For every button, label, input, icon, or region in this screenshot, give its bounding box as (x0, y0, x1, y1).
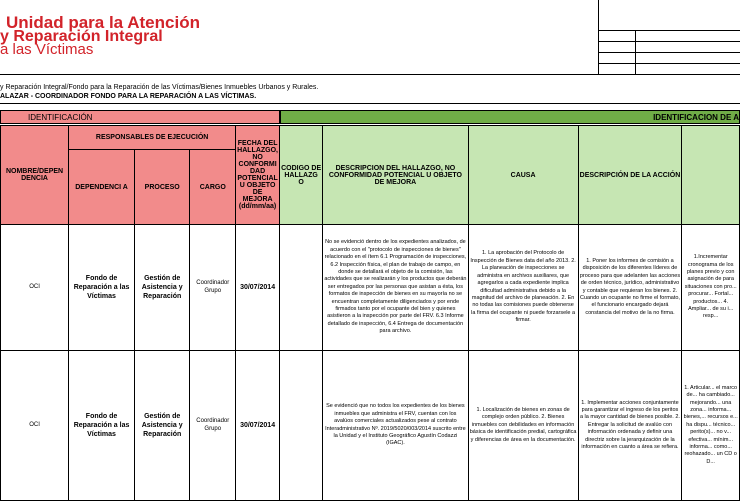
col-header-overflow (682, 126, 740, 225)
cell-cargo: Coordinador Grupo (190, 351, 236, 501)
cell-nombre: OCI (1, 351, 69, 501)
cell-fecha: 30/07/2014 (236, 351, 280, 501)
cell-overflow: 1. Articular... el marco de... ha cambiado... mejorando... una zona... informa... bienes,... recursos e... ha dispu... técnico... perito(s)... no v... efectiva... mínim... informa... como... reohazado... un CD o D... (682, 351, 740, 501)
control-row (599, 0, 740, 31)
logo-text-atencion: Atención (127, 13, 200, 32)
cell-fecha: 30/07/2014 (236, 225, 280, 351)
process-subtitle: y Reparación Integral/Fondo para la Reparación de las Víctimas/Bienes Inmuebles Urbanos y Rurales. (0, 84, 319, 91)
cell-nombre: OCI (1, 225, 69, 351)
col-header-responsables: RESPONSABLES DE EJECUCIÓN (69, 126, 236, 150)
cell-overflow: 1.Incrementar cronograma de los planes previo y con asignación de para situaciones con pro... procurar... Fortal... productos... 4. Ampliar... de su i... resp... (682, 225, 740, 351)
header-divider (0, 74, 740, 75)
cell-accion: 1. Implementar acciones conjuntamente para garantizar el ingreso de los peritos a la mayor cantidad de bienes posible. 2. Entregar la solicitud de avalúo con información ordenada y definir una directriz sobre la jerarquización de la información en cuanto a área se refiera. (578, 351, 682, 501)
logo-text-unidad: Unidad para la (6, 13, 124, 32)
document-control-box (598, 0, 740, 74)
col-header-causa: CAUSA (468, 126, 578, 225)
col-header-codigo: CODIGO DE HALLAZG O (280, 126, 323, 225)
identificacion-accion-label: IDENTIFICACION DE A (653, 112, 739, 122)
subtitle-divider (0, 103, 740, 104)
identificacion-label: IDENTIFICACIÓN (28, 112, 93, 122)
cell-dependencia: Fondo de Reparación a las Víctimas (69, 225, 135, 351)
table-row (1, 225, 740, 351)
cell-dependencia: Fondo de Reparación a las Víctimas (69, 351, 135, 501)
cell-descripcion: No se evidenció dentro de los expedientes analizados, de acuerdo con el "protocolo de inspecciones de bienes" relacionado en el ítem 6.1 Programación de inspecciones, 6.2 Inspección física, el plan de trabajo de campo, en donde se detallará el objeto de la comisión, las actividades que se realizarán y los productos que deberán ser entregados por las personas que asistan a ésta, los formatos de inspección de bienes en su mayoría no se encuentran completamente diligenciados y por ende firmados tanto por el ocupante del bien y quienes asistieron a la inspección por parte del FRV. 6.3 Informe detallado de inspección, 6.4 Entrega de documentación para archivo. (323, 225, 468, 351)
cell-causa: 1. La aprobación del Protocolo de Inspección de Bienes data del año 2013. 2. La planeación de inspecciones se administra en archivos auxiliares, que agregarlos a cada expediente implica dificultad administrativa debido a la magnitud del archivo de planeación. 2. En no todas las comisiones puede obtenerse la firma del ocupante ni puede forzarsele a firmar. (468, 225, 578, 351)
identificacion-band (0, 110, 280, 124)
improvement-plan-table (0, 125, 740, 501)
col-header-proceso: PROCESO (135, 150, 190, 225)
logo-line-3: a las Víctimas (0, 41, 94, 58)
cell-proceso: Gestión de Asistencia y Reparación (135, 351, 190, 501)
responsible-subtitle: ALAZAR - COORDINADOR FONDO PARA LA REPARACIÓN A LAS VÍCTIMAS. (0, 93, 257, 100)
col-header-fecha: FECHA DEL HALLAZGO, NO CONFORMI DAD POTENCIAL U OBJETO DE MEJORA (dd/mm/aa) (236, 126, 280, 225)
col-header-nombre: NOMBRE/DEPEN DENCIA (1, 126, 69, 225)
cell-cargo: Coordinador Grupo (190, 225, 236, 351)
cell-codigo (280, 225, 323, 351)
cell-accion: 1. Poner los informes de comisión a disposición de los diferentes líderes de proceso para que adelanten las acciones de orden técnico, jurídico, administrativo y contable que requieran los bienes. 2. Cuando un ocupante no firme el formato, el funcionario encargado dejará constancia del motivo de la no firma. (578, 225, 682, 351)
table-row (1, 351, 740, 501)
identificacion-accion-band (280, 110, 740, 124)
logo-line-2: y Reparación Integral (0, 28, 163, 45)
document-header (0, 0, 740, 76)
cell-codigo (280, 351, 323, 501)
cell-causa: 1. Localización de bienes en zonas de complejo orden público. 2. Bienes inmuebles con debilidades en información básica de identificación predial, cartográfica y diferencias de área en la documentación. (468, 351, 578, 501)
col-header-dependencia: DEPENDENCI A (69, 150, 135, 225)
control-divider (635, 30, 636, 74)
cell-proceso: Gestión de Asistencia y Reparación (135, 225, 190, 351)
col-header-descripcion: DESCRIPCION DEL HALLAZGO, NO CONFORMIDAD POTENCIAL U OBJETO DE MEJORA (323, 126, 468, 225)
col-header-accion: DESCRIPCIÓN DE LA ACCIÓN (578, 126, 682, 225)
col-header-cargo: CARGO (190, 150, 236, 225)
cell-descripcion: Se evidenció que no todos los expedientes de los bienes inmuebles que administra el FRV, cuentan con los avalúos comerciales actualizados pese al contrato Interadministrativo Nº. 2019/5020/003/2014 suscrito entre la Unidad y el Instituto Geográfico Agustín Codazzi (IGAC). (323, 351, 468, 501)
